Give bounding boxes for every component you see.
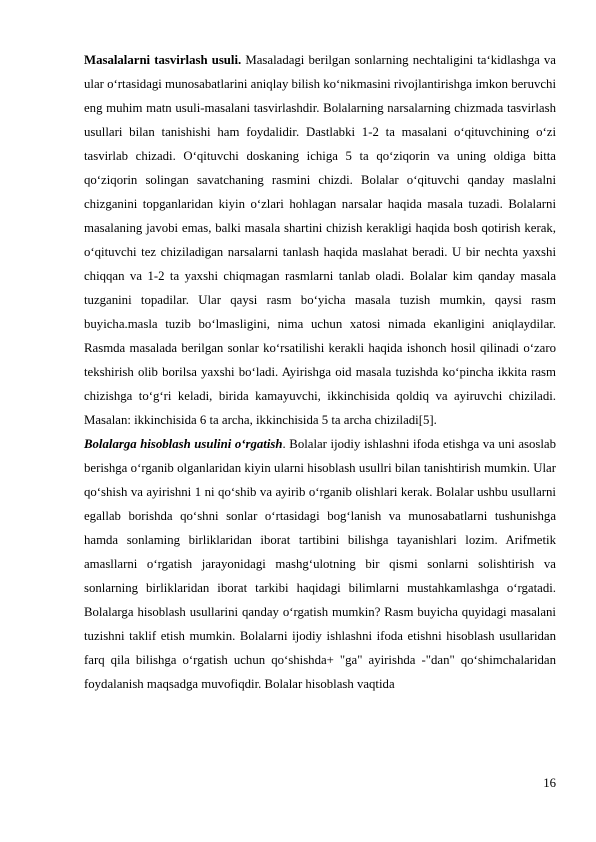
page-number: 16	[543, 776, 556, 790]
paragraph-body-teaching-calculation: . Bolalar ijodiy ishlashni ifoda etishga va uni asoslab berishga o‘rganib olganlaridan kiyin ularni hisoblash usullri bilan tanishtirish mumkin. Ular qo‘shish va ayirishni 1 ni qo‘shib va ayirib o‘rganib olishlari kerak. Bolalar ushbu usullarni egallab borishda qo‘shni sonlar o‘rtasidagi bog‘lanish va munosabatlarni tushunishga hamda sonlaming birliklaridan iborat tartibini bilishga tayanishlari lozim. Arifmetik amasllarni o‘rgatish jarayonidagi mashg‘ulotning bir qismi sonlarni solishtirish va sonlarning birliklaridan iborat tarkibi haqidagi bilimlarni mustahkamlashga o‘rgatadi. Bolalarga hisoblash usullarini qanday o‘rgatish mumkin? Rasm buyicha quyidagi masalani tuzishni taklif etish mumkin. Bolalarni ijodiy ishlashni ifoda etishni hisoblash usullaridan farq qila bilishga o‘rgatish uchun qo‘shishda+ "ga" ayirishda -"dan" qo‘shimchalaridan foydalanish maqsadga muvofiqdir. Bolalar hisoblash vaqtida	[84, 437, 556, 691]
document-page	[84, 48, 556, 696]
paragraph-heading-teaching-calculation: Bolalarga hisoblash usulini o‘rgatish	[84, 437, 283, 451]
paragraph-body-task-depiction: Masaladagi berilgan sonlarning nechtaligini ta‘kidlashga va ular o‘rtasidagi munosabatlarini aniqlay bilish ko‘nikmasini rivojlantirishga imkon beruvchi eng muhim matn usuli-masalani tasvirlashdir. Bolalarning narsalarning chizmada tasvirlash usullari bilan tanishishi ham foydalidir. Dastlabki 1-2 ta masalani o‘qituvchining o‘zi tasvirlab chizadi. O‘qituvchi doskaning ichiga 5 ta qo‘ziqorin va uning oldiga bitta qo‘ziqorin solingan savatchaning rasmini chizdi. Bolalar o‘qituvchi qanday maslalni chizganini topganlaridan kiyin o‘zlari hohlagan narsalar haqida masala tuzadi. Bolalarni masalaning javobi emas, balki masala shartini chizish kerakligi haqida bosh qotirish kerak, o‘qituvchi tez chiziladigan narsalarni tanlash haqida maslahat beradi. U bir nechta yaxshi chiqqan va 1-2 ta yaxshi chiqmagan rasmlarni tanlab oladi. Bolalar kim qanday masala tuzganini topadilar. Ular qaysi rasm bo‘yicha masala tuzish mumkin, qaysi rasm buyicha.masla tuzib bo‘lmasligini, nima uchun xatosi nimada ekanligini aniqlaydilar. Rasmda masalada berilgan sonlar ko‘rsatilishi kerakli haqida ishonch hosil qilinadi o‘zaro tekshirish olib borilsa yaxshi bo‘ladi. Ayirishga oid masala tuzishda ko‘pincha ikkita rasm chizishga to‘g‘ri keladi, birida kamayuvchi, ikkinchisida qoldiq va ayiruvchi chiziladi. Masalan: ikkinchisida 6 ta archa, ikkinchisida 5 ta archa chiziladi[5].	[84, 53, 556, 427]
paragraph-heading-task-depiction: Masalalarni tasvirlash usuli.	[84, 53, 242, 67]
paragraph-task-depiction-method	[84, 48, 556, 432]
paragraph-teaching-calculation-method	[84, 432, 556, 696]
